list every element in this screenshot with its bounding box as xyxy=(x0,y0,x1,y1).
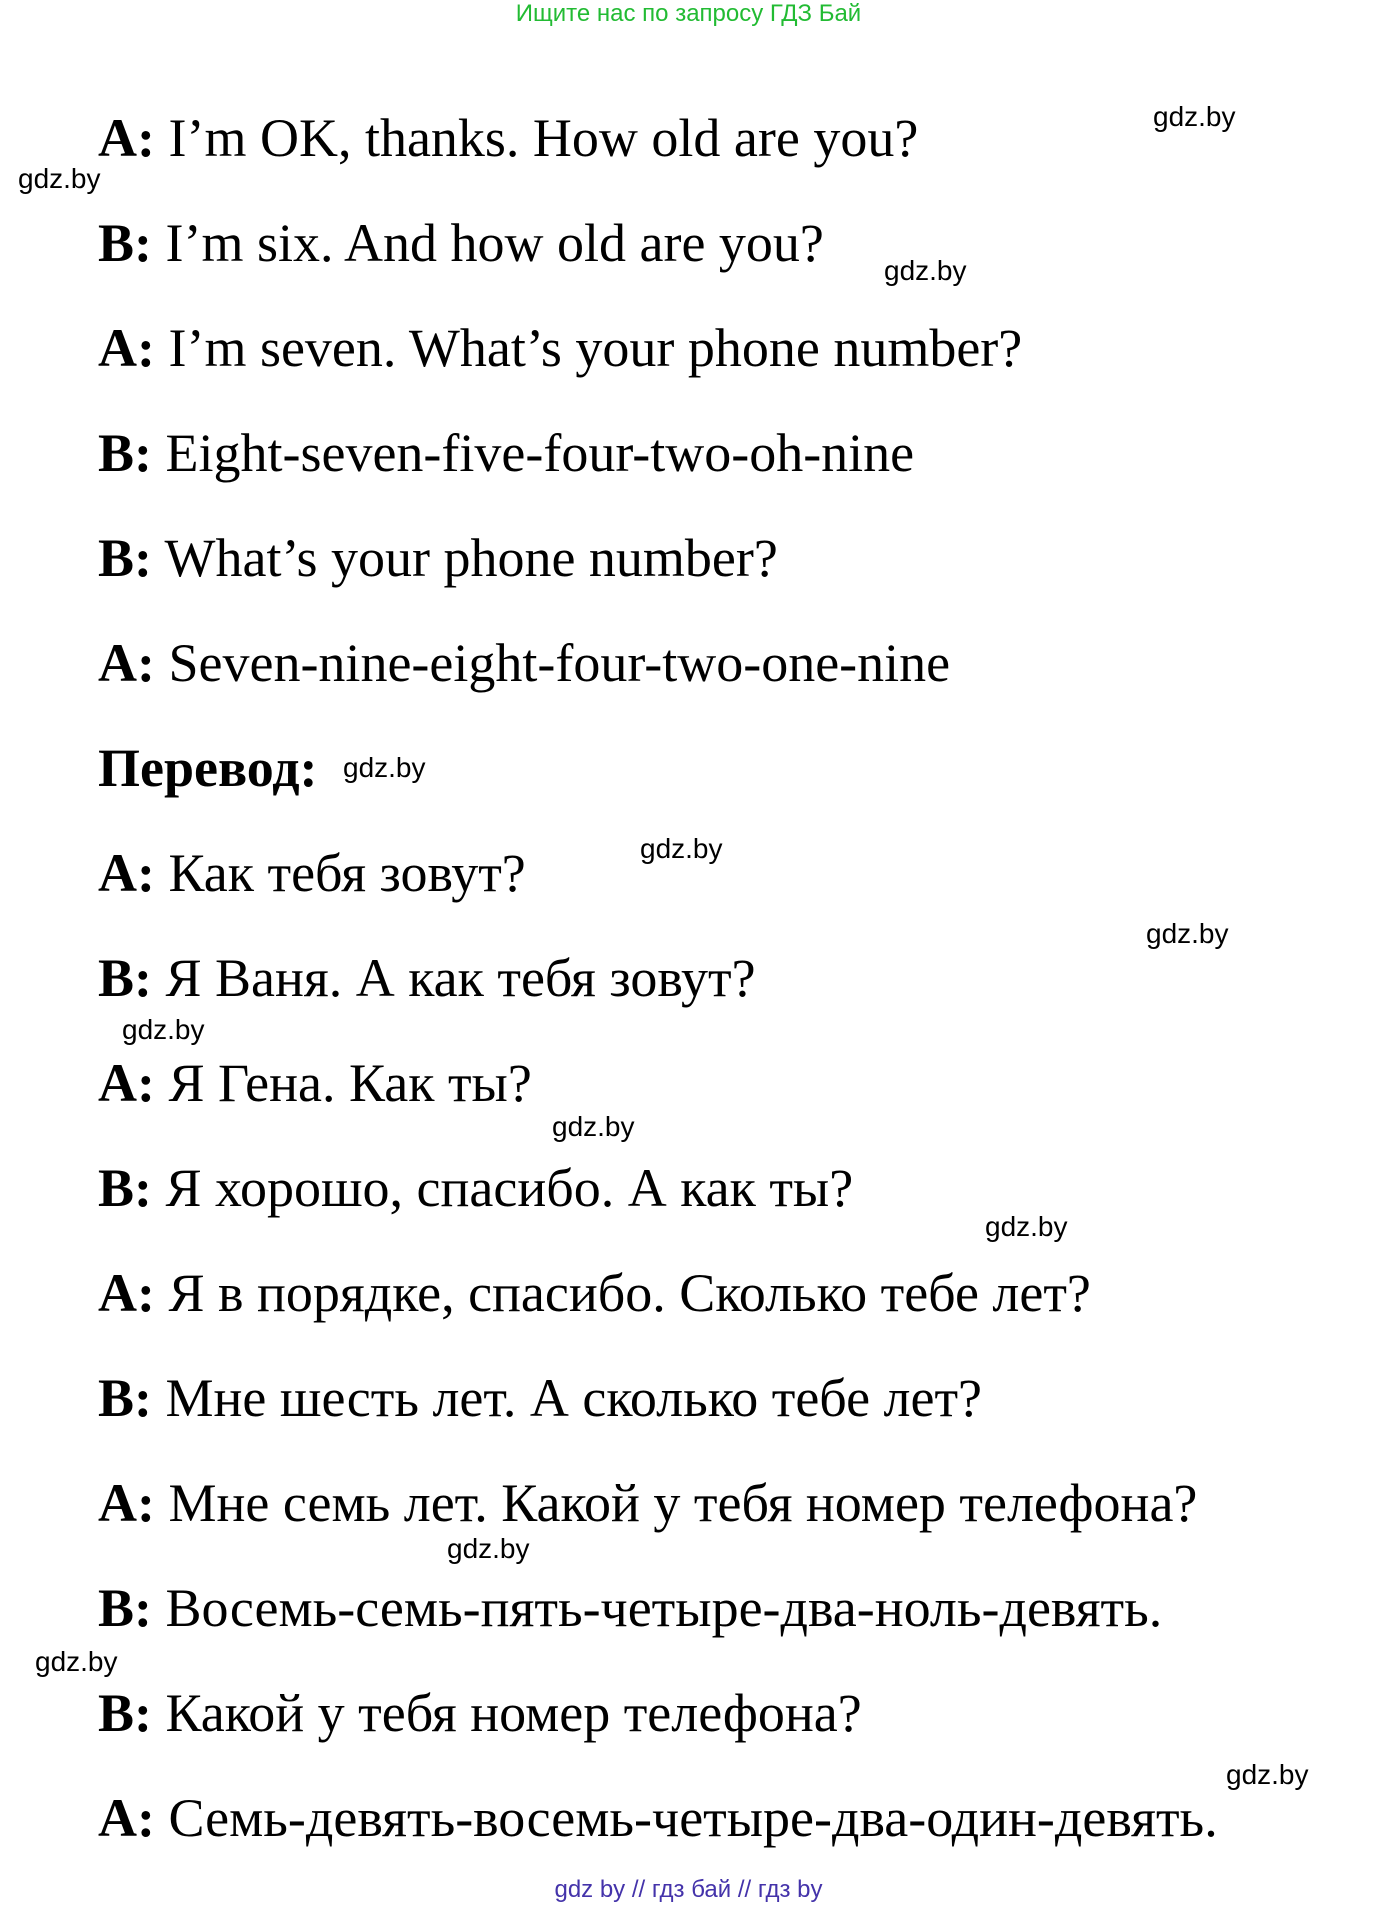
speaker-label: A: xyxy=(98,843,155,903)
line-text: Eight-seven-five-four-two-oh-nine xyxy=(152,423,915,483)
speaker-label: A: xyxy=(98,1263,155,1323)
watermark: gdz.by xyxy=(18,163,101,194)
top-banner[interactable]: Ищите нас по запросу ГДЗ Бай xyxy=(515,0,862,27)
watermark: gdz.by xyxy=(552,1111,635,1142)
speaker-label: B: xyxy=(98,1578,152,1638)
speaker-label: A: xyxy=(98,1473,155,1533)
line-text: Какой у тебя номер телефона? xyxy=(152,1683,862,1743)
line-text: What’s your phone number? xyxy=(152,528,778,588)
dialogue-line xyxy=(98,1788,1218,1848)
watermark: gdz.by xyxy=(640,833,723,864)
speaker-label: B: xyxy=(98,1683,152,1743)
line-text: Семь-девять-восемь-четыре-два-один-девять. xyxy=(154,1788,1218,1848)
dialogue-line xyxy=(98,1683,862,1743)
dialogue-line xyxy=(98,1578,1162,1638)
speaker-label: B: xyxy=(98,1368,152,1428)
speaker-label: A: xyxy=(98,1788,155,1848)
watermark: gdz.by xyxy=(1226,1759,1309,1790)
line-text: Я в порядке, спасибо. Сколько тебе лет? xyxy=(154,1263,1091,1323)
line-text: Seven-nine-eight-four-two-one-nine xyxy=(154,633,951,693)
speaker-label: B: xyxy=(98,213,152,273)
watermark: gdz.by xyxy=(1146,918,1229,949)
translation-heading: Перевод: xyxy=(98,738,318,798)
line-text: I’m OK, thanks. How old are you? xyxy=(154,108,919,168)
dialogue-line xyxy=(98,1368,982,1428)
speaker-label: B: xyxy=(98,528,152,588)
watermark: gdz.by xyxy=(35,1646,118,1677)
watermark: gdz.by xyxy=(122,1014,205,1045)
line-text: Восемь-семь-пять-четыре-два-ноль-девять. xyxy=(152,1578,1163,1638)
dialogue-line xyxy=(98,1158,853,1218)
dialogue-line xyxy=(98,108,918,168)
dialogue-line xyxy=(98,948,756,1008)
dialogue-line xyxy=(98,213,824,273)
dialogue-line xyxy=(98,633,950,693)
dialogue-line xyxy=(98,528,778,588)
watermark: gdz.by xyxy=(447,1533,530,1564)
speaker-label: B: xyxy=(98,948,152,1008)
line-text: Я Ваня. А как тебя зовут? xyxy=(152,948,756,1008)
watermark: gdz.by xyxy=(343,752,426,783)
line-text: Я Гена. Как ты? xyxy=(154,1053,532,1113)
watermark: gdz.by xyxy=(1153,101,1236,132)
dialogue-line xyxy=(98,1473,1197,1533)
watermark: gdz.by xyxy=(884,255,967,286)
speaker-label: A: xyxy=(98,633,155,693)
dialogue-line xyxy=(98,423,914,483)
speaker-label: A: xyxy=(98,108,155,168)
line-text: I’m seven. What’s your phone number? xyxy=(154,318,1023,378)
line-text: Мне семь лет. Какой у тебя номер телефона? xyxy=(154,1473,1198,1533)
line-text: Я хорошо, спасибо. А как ты? xyxy=(152,1158,854,1218)
speaker-label: A: xyxy=(98,318,155,378)
speaker-label: B: xyxy=(98,423,152,483)
watermark: gdz.by xyxy=(985,1211,1068,1242)
line-text: Мне шесть лет. А сколько тебе лет? xyxy=(152,1368,983,1428)
dialogue-line xyxy=(98,318,1022,378)
line-text: Как тебя зовут? xyxy=(154,843,526,903)
footer-links[interactable]: gdz by // гдз бай // гдз by xyxy=(554,1876,823,1903)
line-text: I’m six. And how old are you? xyxy=(152,213,824,273)
dialogue-line xyxy=(98,1053,532,1113)
speaker-label: B: xyxy=(98,1158,152,1218)
dialogue-line xyxy=(98,1263,1091,1323)
dialogue-line xyxy=(98,843,526,903)
speaker-label: A: xyxy=(98,1053,155,1113)
